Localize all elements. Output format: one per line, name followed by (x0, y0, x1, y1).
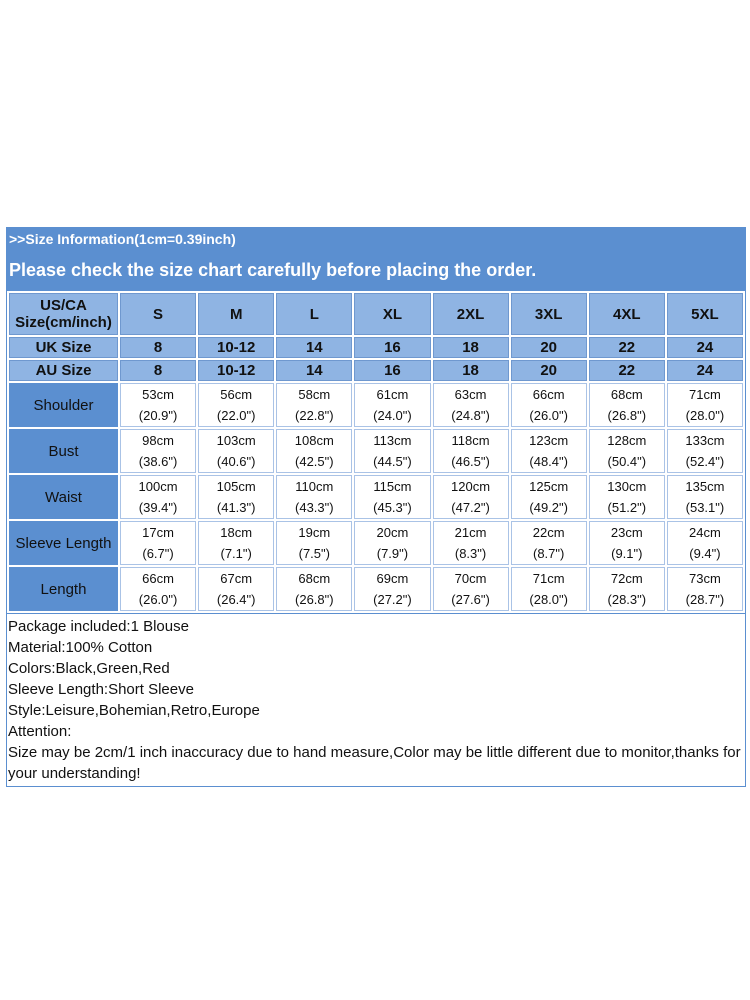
measurement-cell (433, 383, 509, 427)
measurement-cell (276, 567, 352, 611)
uk-size-cell: 14 (276, 337, 352, 358)
uk-size-cell: 10-12 (198, 337, 274, 358)
uk-size-cell: 18 (433, 337, 509, 358)
cm-value: 135cm (685, 479, 725, 494)
au-size-cell: 20 (511, 360, 587, 381)
measurement-cell (354, 429, 430, 473)
inch-value: (46.5") (451, 454, 490, 469)
measurement-cell (276, 475, 352, 519)
cm-value: 22cm (532, 525, 565, 540)
measurement-cell (433, 567, 509, 611)
cm-value: 128cm (607, 433, 647, 448)
measurement-cell (511, 521, 587, 565)
inch-value: (28.7") (685, 592, 725, 607)
cm-value: 130cm (607, 479, 647, 494)
uk-size-row (9, 337, 743, 358)
uk-size-cell: 22 (589, 337, 665, 358)
inch-value: (28.0") (685, 408, 725, 423)
inch-value: (49.2") (529, 500, 568, 515)
measurement-cell (120, 567, 196, 611)
inch-value: (47.2") (451, 500, 490, 515)
au-size-cell: 22 (589, 360, 665, 381)
inch-value: (27.2") (373, 592, 412, 607)
size-info-title: >>Size Information(1cm=0.39inch) (9, 231, 236, 247)
measurement-cell (511, 567, 587, 611)
measurement-cell (667, 521, 743, 565)
inch-value: (48.4") (529, 454, 568, 469)
measurement-cell (589, 521, 665, 565)
measurement-cell (511, 475, 587, 519)
uk-size-cell: 20 (511, 337, 587, 358)
cm-value: 103cm (216, 433, 256, 448)
cm-value: 19cm (298, 525, 331, 540)
cm-value: 115cm (373, 479, 412, 494)
cm-value: 123cm (529, 433, 569, 448)
size-header: 4XL (589, 293, 665, 335)
measurement-cell (120, 383, 196, 427)
measurement-row (9, 567, 743, 611)
size-header: 5XL (667, 293, 743, 335)
inch-value: (6.7") (142, 546, 174, 561)
measurement-cell (667, 429, 743, 473)
colors-note: Colors:Black,Green,Red (8, 660, 170, 677)
inch-value: (7.5") (298, 546, 330, 561)
measurement-cell (276, 521, 352, 565)
cm-value: 110cm (295, 479, 334, 494)
measurement-cell (589, 383, 665, 427)
measurement-cell (354, 521, 430, 565)
measurement-cell (354, 383, 430, 427)
measurement-label: Shoulder (9, 383, 118, 427)
inch-value: (22.0") (216, 408, 256, 423)
cm-value: 20cm (376, 525, 409, 540)
au-size-cell: 10-12 (198, 360, 274, 381)
cm-value: 56cm (220, 387, 253, 402)
cm-value: 100cm (138, 479, 178, 494)
inch-value: (45.3") (373, 500, 412, 515)
inch-value: (26.8") (295, 592, 334, 607)
cm-value: 66cm (142, 571, 174, 586)
us-size-label: US/CA Size(cm/inch) (9, 293, 118, 335)
inch-value: (8.7") (533, 546, 565, 561)
cm-value: 58cm (298, 387, 331, 402)
inch-value: (50.4") (607, 454, 647, 469)
cm-value: 73cm (689, 571, 721, 586)
inch-value: (26.4") (216, 592, 256, 607)
measurement-cell (589, 429, 665, 473)
measurement-cell (511, 429, 587, 473)
measurement-cell (667, 475, 743, 519)
uk-size-label: UK Size (9, 337, 118, 358)
measurement-cell (198, 475, 274, 519)
inch-value: (51.2") (607, 500, 647, 515)
measurement-row (9, 475, 743, 519)
measurement-cell (433, 521, 509, 565)
au-size-row (9, 360, 743, 381)
inch-value: (53.1") (685, 500, 725, 515)
size-header: 3XL (511, 293, 587, 335)
inch-value: (20.9") (138, 408, 178, 423)
material-note: Material:100% Cotton (8, 639, 153, 656)
cm-value: 67cm (220, 571, 253, 586)
measurement-row (9, 521, 743, 565)
cm-value: 120cm (451, 479, 491, 494)
au-size-cell: 14 (276, 360, 352, 381)
cm-value: 69cm (376, 571, 409, 586)
measurement-label: Length (9, 567, 118, 611)
inch-value: (9.1") (611, 546, 643, 561)
cm-value: 72cm (610, 571, 643, 586)
inch-value: (22.8") (295, 408, 334, 423)
attention-label: Attention: (8, 723, 72, 740)
inch-value: (9.4") (689, 546, 721, 561)
inch-value: (7.1") (220, 546, 252, 561)
measurement-cell (276, 429, 352, 473)
cm-value: 133cm (685, 433, 725, 448)
uk-size-cell: 24 (667, 337, 743, 358)
product-notes (7, 613, 745, 786)
measurement-cell (589, 475, 665, 519)
measurement-label: Waist (9, 475, 118, 519)
measurement-cell (120, 475, 196, 519)
inch-value: (24.8") (451, 408, 490, 423)
cm-value: 68cm (610, 387, 643, 402)
measurement-cell (589, 567, 665, 611)
cm-value: 108cm (294, 433, 334, 448)
au-size-cell: 16 (354, 360, 430, 381)
package-note: Package included:1 Blouse (8, 618, 189, 635)
au-size-label: AU Size (9, 360, 118, 381)
inch-value: (28.0") (529, 592, 568, 607)
inch-value: (7.9") (376, 546, 409, 561)
size-header: 2XL (433, 293, 509, 335)
sleeve-note: Sleeve Length:Short Sleeve (8, 681, 194, 698)
inch-value: (52.4") (685, 454, 725, 469)
measurement-row (9, 383, 743, 427)
measurement-cell (354, 567, 430, 611)
inch-value: (26.8") (607, 408, 647, 423)
measurement-cell (667, 383, 743, 427)
attention-note: Size may be 2cm/1 inch inaccuracy due to hand measure,Color may be little different due to monitor,thanks for your understanding! (8, 744, 741, 782)
size-header: XL (354, 293, 430, 335)
measurement-cell (198, 429, 274, 473)
measurement-label: Sleeve Length (9, 521, 118, 565)
cm-value: 61cm (376, 387, 409, 402)
inch-value: (39.4") (138, 500, 178, 515)
cm-value: 21cm (454, 525, 487, 540)
measurement-cell (354, 475, 430, 519)
inch-value: (26.0") (138, 592, 178, 607)
inch-value: (43.3") (295, 500, 334, 515)
measurement-cell (276, 383, 352, 427)
measurement-cell (433, 475, 509, 519)
measurement-row (9, 429, 743, 473)
measurement-cell (198, 383, 274, 427)
us-size-row (9, 293, 743, 335)
size-chart (6, 227, 746, 787)
style-note: Style:Leisure,Bohemian,Retro,Europe (8, 702, 260, 719)
measurement-cell (120, 429, 196, 473)
measurement-label: Bust (9, 429, 118, 473)
inch-value: (8.3") (454, 546, 487, 561)
cm-value: 71cm (532, 571, 565, 586)
inch-value: (44.5") (373, 454, 412, 469)
size-header: L (276, 293, 352, 335)
inch-value: (40.6") (216, 454, 256, 469)
inch-value: (28.3") (607, 592, 647, 607)
au-size-cell: 18 (433, 360, 509, 381)
size-header: S (120, 293, 196, 335)
cm-value: 18cm (220, 525, 253, 540)
cm-value: 68cm (298, 571, 331, 586)
cm-value: 71cm (689, 387, 721, 402)
uk-size-cell: 8 (120, 337, 196, 358)
measurement-cell (511, 383, 587, 427)
inch-value: (38.6") (138, 454, 178, 469)
measurement-cell (198, 521, 274, 565)
cm-value: 105cm (216, 479, 256, 494)
cm-value: 125cm (529, 479, 569, 494)
cm-value: 24cm (689, 525, 721, 540)
measurement-cell (198, 567, 274, 611)
cm-value: 98cm (142, 433, 174, 448)
cm-value: 23cm (610, 525, 643, 540)
cm-value: 113cm (373, 433, 412, 448)
cm-value: 118cm (451, 433, 490, 448)
measurement-cell (433, 429, 509, 473)
inch-value: (42.5") (295, 454, 334, 469)
measurement-cell (667, 567, 743, 611)
au-size-cell: 8 (120, 360, 196, 381)
size-header: M (198, 293, 274, 335)
cm-value: 70cm (454, 571, 487, 586)
order-warning: Please check the size chart carefully before placing the order. (9, 260, 537, 280)
inch-value: (27.6") (451, 592, 490, 607)
inch-value: (24.0") (373, 408, 412, 423)
inch-value: (26.0") (529, 408, 568, 423)
cm-value: 66cm (532, 387, 565, 402)
au-size-cell: 24 (667, 360, 743, 381)
chart-header (7, 228, 745, 291)
cm-value: 63cm (454, 387, 487, 402)
cm-value: 17cm (142, 525, 174, 540)
uk-size-cell: 16 (354, 337, 430, 358)
cm-value: 53cm (142, 387, 174, 402)
inch-value: (41.3") (216, 500, 256, 515)
measurement-cell (120, 521, 196, 565)
size-table (7, 291, 745, 613)
measurement-rows (9, 383, 743, 611)
